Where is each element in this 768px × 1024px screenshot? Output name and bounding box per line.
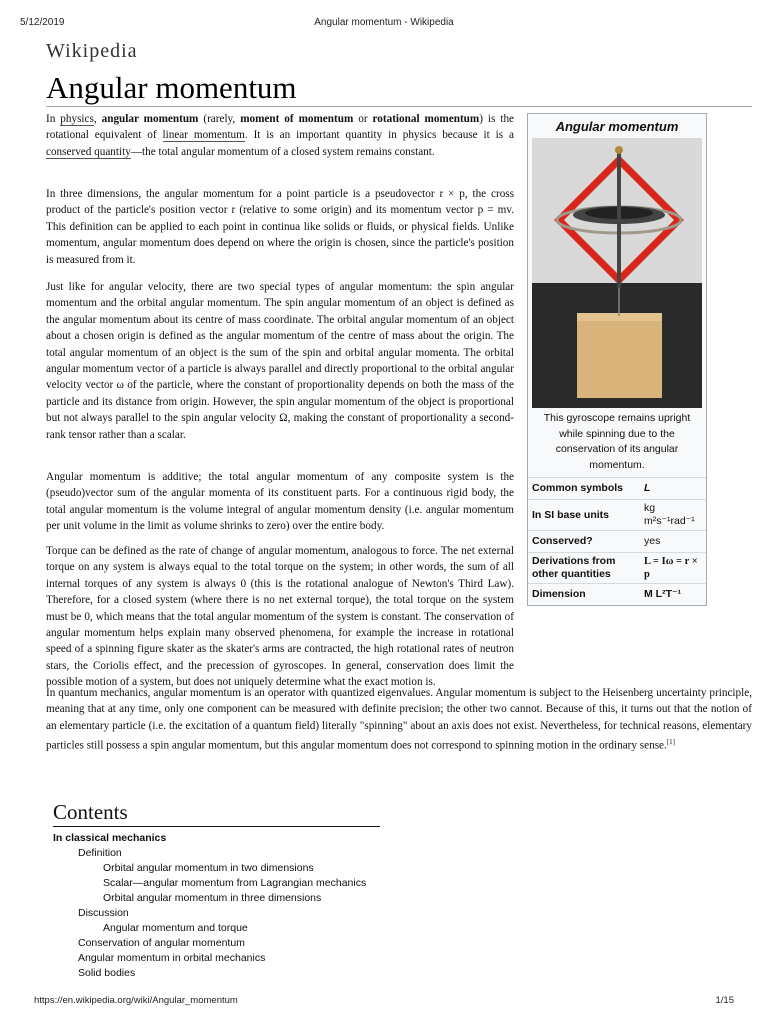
paragraph-additive: Angular momentum is additive; the total angular momentum of any composite system is the (pseudo)vector sum of the angular momenta of its constituent parts. For a continuous rigid body, the total angular momentum is the volume integral of angular momentum density (i.e. angular momentum per unit volume in the limit as volume shrinks to zero) over the entire body. <box>46 471 514 533</box>
paragraph-spin-orbital: Just like for angular velocity, there are two special types of angular momentum: the spin angular momentum and the orbital angular momentum. The spin angular momentum of an object is defined as the angular momentum about its centre of mass coordinate. The orbital angular momentum of an object about a chosen origin is defined as the angular momentum of the centre of mass about the origin. The total angular momentum of an object is the sum of the spin and orbital angular momenta. The orbital angular momentum vector of a particle is always parallel and directly proportional to the orbital angular velocity vector ω of the particle, where the constant of proportionality depends on both the mass of the particle and its distance from origin. However, the spin angular momentum of the object is proportional but not always parallel to the spin angular velocity Ω, making the constant of proportionality a second-rank tensor rather than a scalar. <box>46 281 514 441</box>
toc-item[interactable]: Orbital angular momentum in two dimensions <box>103 862 314 874</box>
toc-item[interactable]: Angular momentum and torque <box>103 922 248 934</box>
infobox-row <box>528 477 706 499</box>
linear-momentum-link[interactable]: linear momentum <box>162 129 245 142</box>
print-title: Angular momentum - Wikipedia <box>314 17 454 28</box>
infobox-value: M L²T⁻¹ <box>644 588 682 600</box>
page-title: Angular momentum <box>46 70 297 105</box>
toc-item[interactable]: Orbital angular momentum in three dimensions <box>103 892 322 904</box>
infobox <box>527 113 707 606</box>
page-number: 1/15 <box>715 995 734 1006</box>
paragraph-dimensions: In three dimensions, the angular momentum for a point particle is a pseudovector r × p, the cross product of the particle's position vector r (relative to some origin) and its momentum vector p = mv. This definition can be applied to each point in continua like solids or fluids, or physical fields. Unlike momentum, angular momentum does depend on where the origin is chosen, since the particle's position is measured from it. <box>46 188 514 266</box>
infobox-caption: This gyroscope remains upright while spinning due to the conservation of its angular momentum. <box>543 412 691 471</box>
infobox-value: yes <box>644 535 661 547</box>
infobox-title: Angular momentum <box>555 119 679 134</box>
infobox-key: Derivations from other quantities <box>532 555 616 580</box>
toc-item[interactable]: Solid bodies <box>78 967 136 979</box>
toc-item[interactable]: Angular momentum in orbital mechanics <box>78 952 266 964</box>
contents-heading: Contents <box>53 800 128 824</box>
intro-paragraph: In physics, angular momentum (rarely, moment of momentum or rotational momentum) is the rotational equivalent of linear momentum. It is an important quantity in physics because it is a conserved quantity—the total angular momentum of a closed system remains constant. <box>46 113 515 158</box>
infobox-key: Common symbols <box>532 482 624 494</box>
toc-item[interactable]: Conservation of angular momentum <box>78 937 245 949</box>
print-date: 5/12/2019 <box>20 17 65 28</box>
physics-link[interactable]: physics <box>60 113 94 125</box>
infobox-row <box>528 530 706 552</box>
toc-item[interactable]: Scalar—angular momentum from Lagrangian mechanics <box>103 877 367 889</box>
toc-item[interactable]: Definition <box>78 847 122 859</box>
toc-item[interactable]: In classical mechanics <box>53 832 167 844</box>
gyroscope-image[interactable] <box>532 138 702 408</box>
toc-item[interactable]: Discussion <box>78 907 129 919</box>
conserved-quantity-link[interactable]: conserved quantity <box>46 145 131 158</box>
table-of-contents <box>53 831 413 981</box>
infobox-key: Dimension <box>532 588 586 600</box>
paragraph-quantum: In quantum mechanics, angular momentum is an operator with quantized eigenvalues. Angular momentum is subject to the Heisenberg uncertainty principle, meaning that at any time, only one component can be measured with definite precision; the other two cannot. Because of this, it turns out that the notion of an elementary particle (i.e. the excitation of a quantum field) literally "spinning" about an axis does not exist. Nevertheless, for technical reasons, elementary particles still possess a spin angular momentum, but this angular momentum does not correspond to spinning motion in the ordinary sense.[1] <box>46 687 752 752</box>
infobox-key: Conserved? <box>532 535 593 547</box>
infobox-row <box>528 552 706 583</box>
contents-divider <box>53 826 380 827</box>
citation-1[interactable]: [1] <box>666 738 675 747</box>
infobox-row <box>528 499 706 530</box>
title-divider <box>46 106 752 107</box>
paragraph-torque: Torque can be defined as the rate of change of angular momentum, analogous to force. The net external torque on any system is always equal to the total torque on the system; in other words, the sum of all internal torques of any system is always 0 (this is the rotational analogue of Newton's Third Law). Therefore, for a closed system (where there is no net external torque), the total torque on the system must be 0, which means that the total angular momentum of the system is constant. The conservation of angular momentum helps explain many observed phenomena, for example the increase in rotational speed of a spinning figure skater as the skater's arms are contracted, the high rotational rates of neutron stars, the Coriolis effect, and the precession of gyroscopes. In general, conservation does limit the possible motion of a system, but does not uniquely determine what the exact motion is. <box>46 545 514 689</box>
infobox-key: In SI base units <box>532 508 610 521</box>
infobox-value: kg m²s⁻¹rad⁻¹ <box>644 502 695 527</box>
infobox-value: L = Iω = r × p <box>644 556 698 580</box>
infobox-value: L <box>644 482 651 494</box>
wikipedia-logo[interactable]: Wikipedia <box>46 40 138 62</box>
gyroscope-illustration <box>532 138 702 408</box>
infobox-row <box>528 583 706 605</box>
footer-url[interactable]: https://en.wikipedia.org/wiki/Angular_momentum <box>34 995 238 1006</box>
